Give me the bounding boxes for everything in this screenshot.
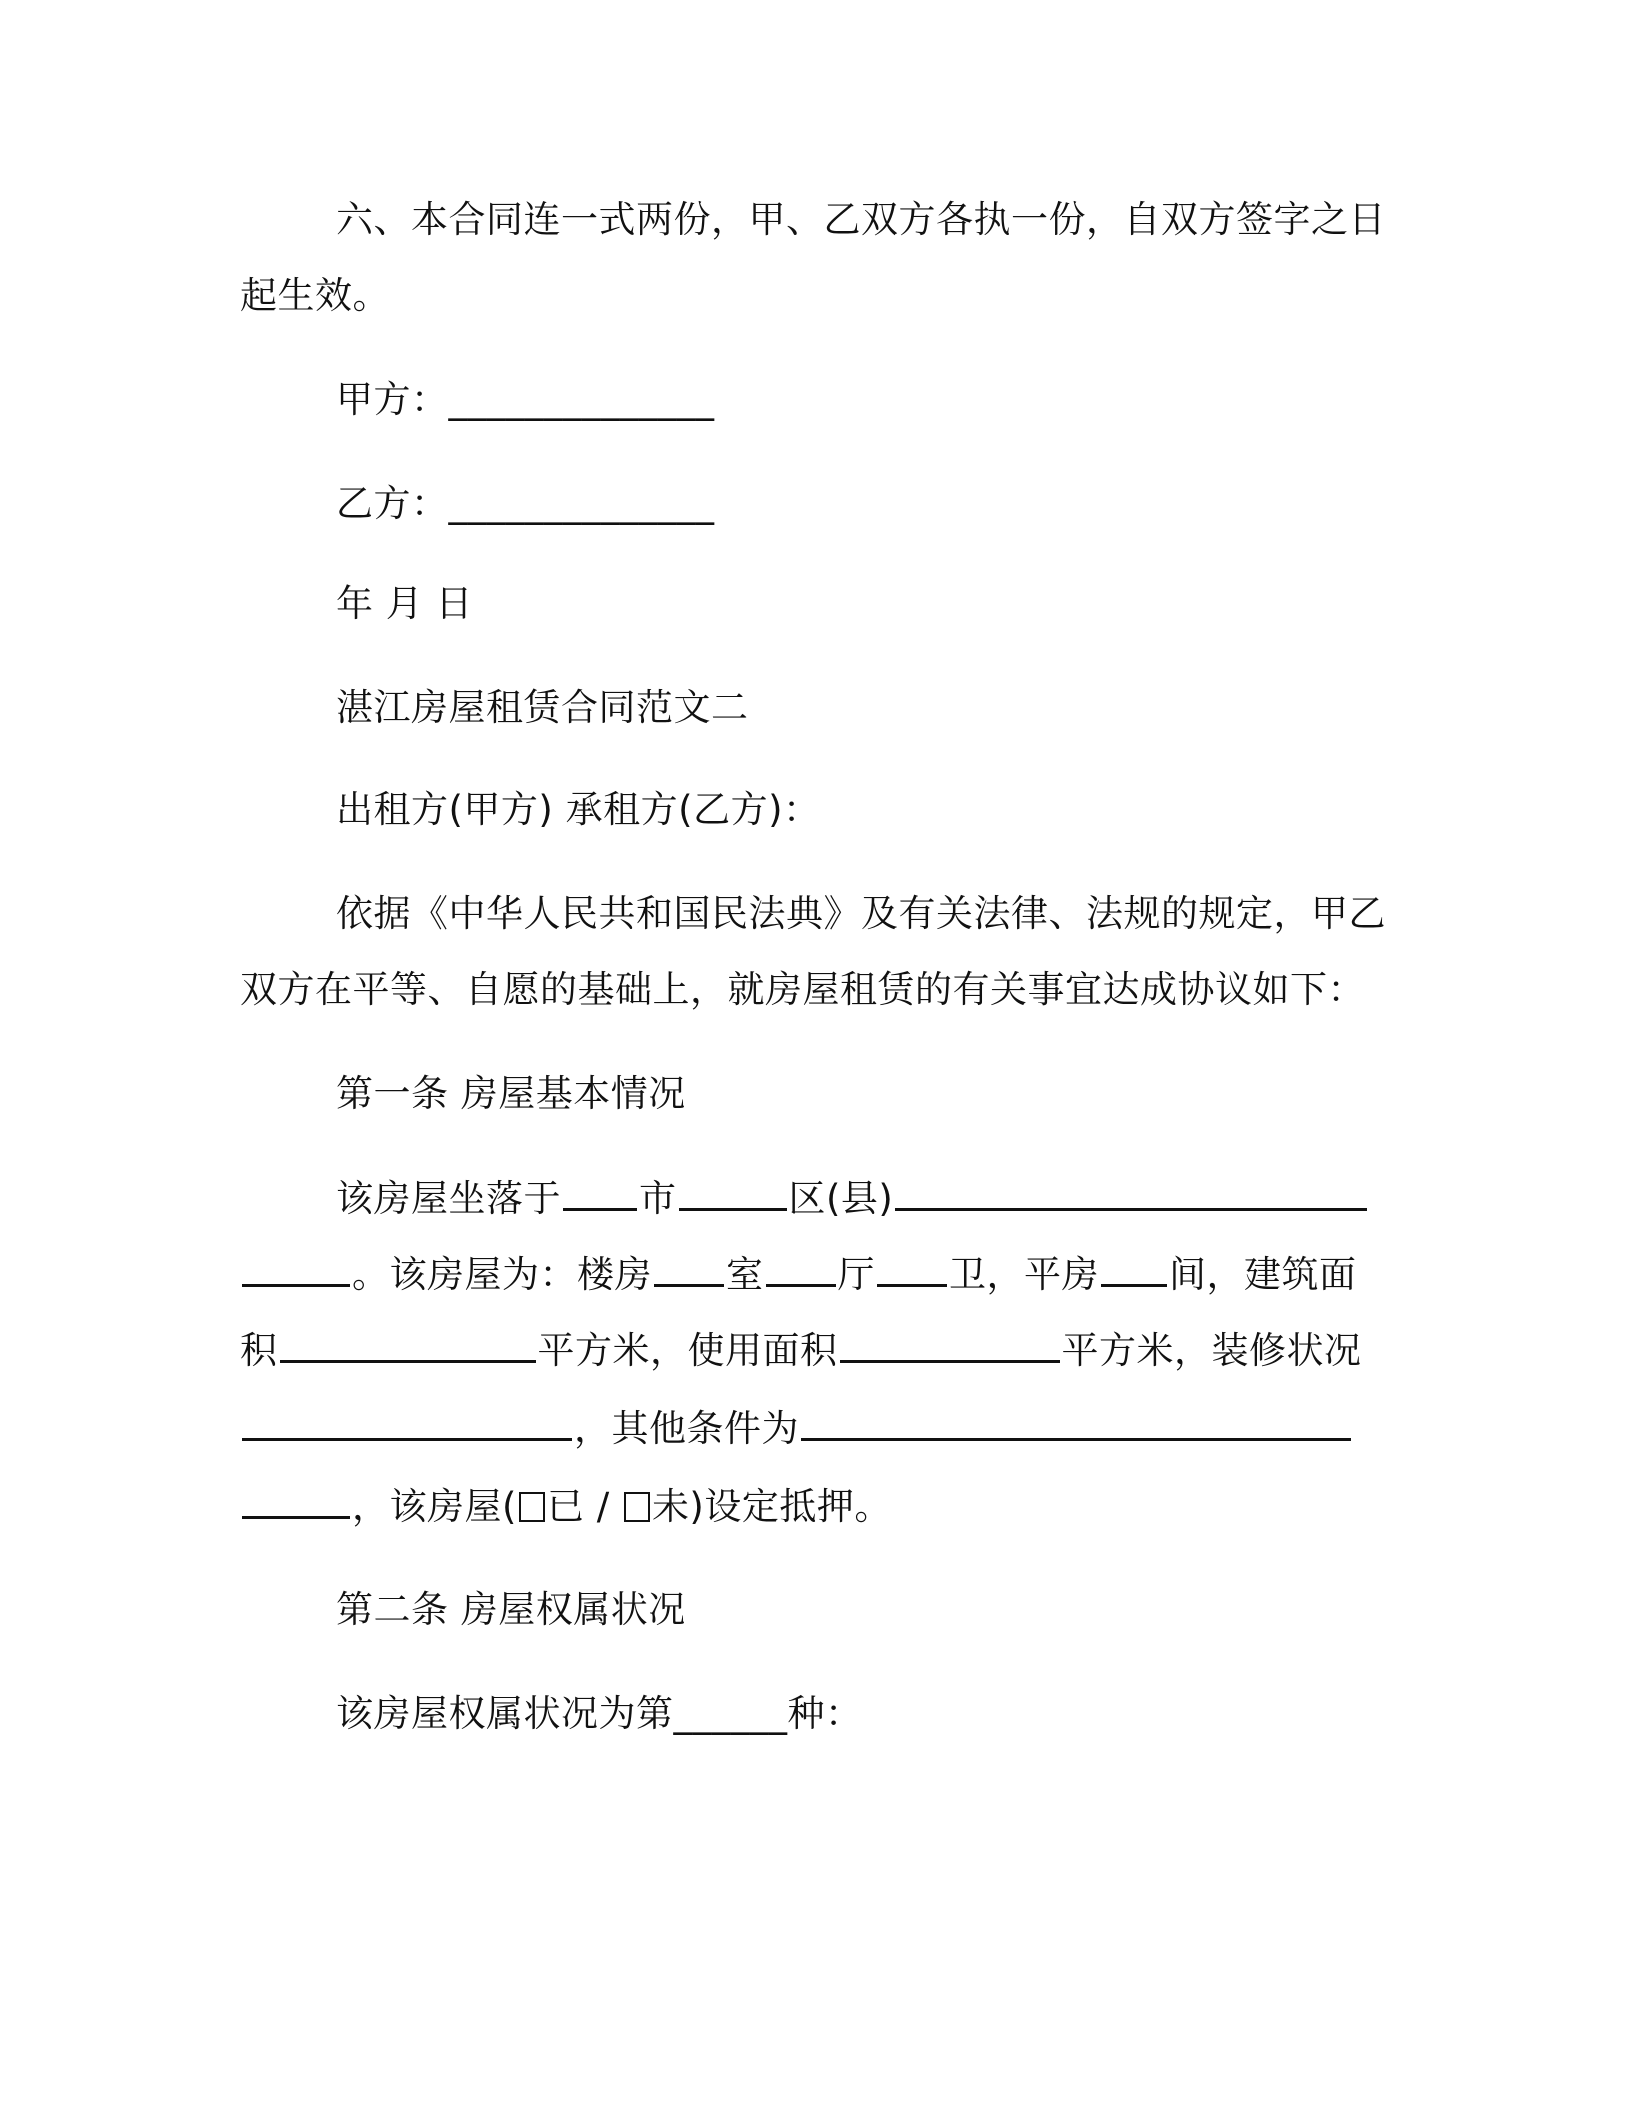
baths-blank <box>877 1250 947 1287</box>
article1-paragraph-line4 <box>240 1404 1353 1453</box>
article1-paragraph-line3 <box>240 1326 1362 1375</box>
decoration-blank <box>242 1404 572 1441</box>
location-text: 该房屋坐落于 <box>336 1177 561 1220</box>
bungalow-rooms-blank <box>1101 1250 1167 1287</box>
usable-area-blank <box>840 1326 1060 1363</box>
article2-heading: 第二条 房屋权属状况 <box>336 1588 686 1631</box>
building-area-blank <box>280 1326 536 1363</box>
room-label: 室 <box>726 1253 764 1296</box>
house-type-text: 。该房屋为：楼房 <box>352 1253 652 1296</box>
party-b-signature: 乙方：______________ <box>336 482 715 525</box>
usable-area-label: 平方米，使用面积 <box>537 1329 838 1372</box>
address-blank <box>895 1174 1367 1211</box>
preamble-line1: 依据《中华人民共和国民法典》及有关法律、法规的规定，甲乙 <box>336 892 1386 935</box>
halls-blank <box>766 1250 836 1287</box>
building-area-label: 间，建筑面 <box>1169 1253 1357 1296</box>
article2-paragraph: 该房屋权属状况为第______种： <box>336 1692 863 1735</box>
address-continued-blank <box>242 1250 350 1287</box>
hall-label: 厅 <box>837 1253 875 1296</box>
city-blank <box>563 1174 637 1211</box>
signature-date: 年 月 日 <box>336 582 474 625</box>
clause-six-line2: 起生效。 <box>240 274 390 317</box>
mortgaged-checkbox <box>519 1492 545 1522</box>
parties-line: 出租方(甲方) 承租方(乙方)： <box>336 788 821 831</box>
decoration-label: 平方米，装修状况 <box>1061 1329 1362 1372</box>
other-conditions-blank <box>801 1404 1351 1441</box>
rooms-blank <box>654 1250 724 1287</box>
party-a-signature: 甲方：______________ <box>336 378 715 421</box>
article1-paragraph-line2 <box>240 1250 1357 1299</box>
clause-six-line1: 六、本合同连一式两份，甲、乙双方各执一份，自双方签字之日 <box>336 198 1386 241</box>
article1-paragraph-line5 <box>240 1482 892 1531</box>
bath-label: 卫，平房 <box>949 1253 1099 1296</box>
preamble-line2: 双方在平等、自愿的基础上，就房屋租赁的有关事宜达成协议如下： <box>240 968 1365 1011</box>
article1-heading: 第一条 房屋基本情况 <box>336 1072 686 1115</box>
district-blank <box>679 1174 787 1211</box>
other-conditions-label: ，其他条件为 <box>574 1407 799 1450</box>
mortgage-text: ，该房屋( <box>352 1485 517 1528</box>
area-char: 积 <box>240 1329 278 1372</box>
city-label: 市 <box>639 1177 677 1220</box>
not-mortgaged-checkbox <box>624 1492 650 1522</box>
not-mortgaged-label: 未)设定抵押。 <box>651 1485 892 1528</box>
district-label: 区(县) <box>788 1177 894 1220</box>
contract-title: 湛江房屋租赁合同范文二 <box>336 686 749 729</box>
article1-paragraph-line1 <box>336 1174 1369 1223</box>
other-conditions-continued-blank <box>242 1482 350 1519</box>
mortgaged-label: 已 / <box>546 1485 622 1528</box>
